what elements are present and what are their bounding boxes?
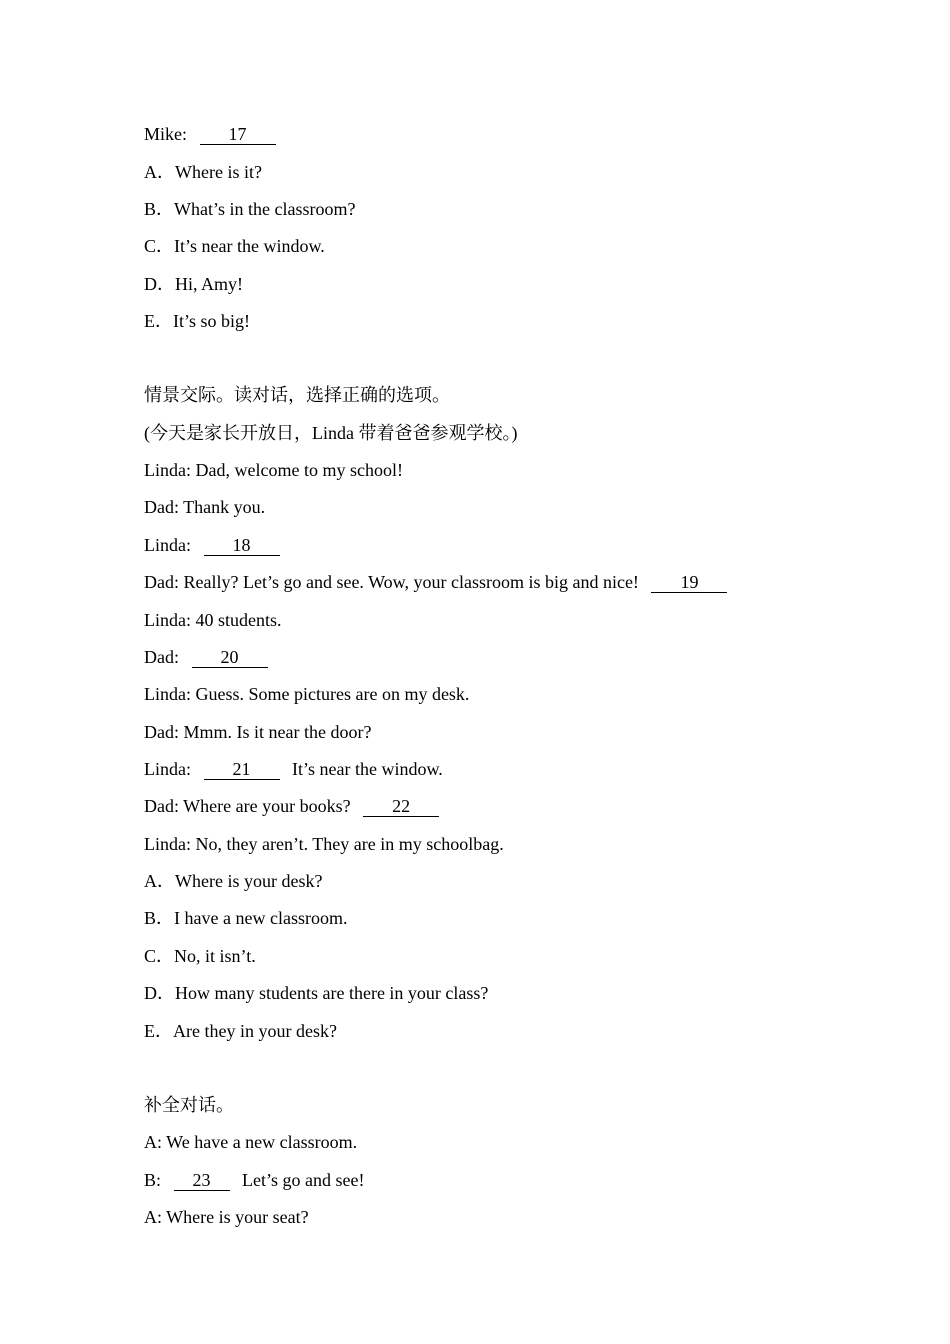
option-letter: A． [144,871,175,891]
dialogue-text: Dad: Where are your books? [144,796,351,816]
section-instruction: 情景交际。读对话，选择正确的选项。 [144,385,450,405]
option-text: No, it isn’t. [174,946,256,966]
dialogue-line: Linda: 40 students. [144,610,282,630]
option-text: Are they in your desk? [173,1021,337,1041]
option-a [144,160,262,184]
option-text: It’s so big! [173,311,251,331]
option-c [144,234,325,258]
option-b [144,197,355,221]
dialogue-text: It’s near the window. [292,759,443,779]
dialogue-line: Dad: Mmm. Is it near the door? [144,722,372,742]
section-instruction: 补全对话。 [144,1095,234,1115]
option-d [144,272,243,296]
answer-blank-19[interactable]: 19 [651,572,727,593]
dialogue-text: Dad: Really? Let’s go and see. Wow, your classroom is big and nice! [144,572,639,592]
answer-blank-18[interactable]: 18 [204,535,280,556]
answer-blank-20[interactable]: 20 [192,647,268,668]
mike-prompt-line [144,122,276,146]
dialogue-line [144,794,439,818]
option-e [144,309,250,333]
option-text: What’s in the classroom? [174,199,356,219]
option-letter: C． [144,236,175,256]
option-letter: D． [144,274,175,294]
speaker: Linda: [144,759,191,779]
answer-blank-17[interactable]: 17 [200,124,276,145]
section-context: (今天是家长开放日，Linda 带着爸爸参观学校。) [144,423,518,443]
option-letter: E． [144,1021,173,1041]
speaker: Dad: [144,647,179,667]
dialogue-line [144,1168,364,1192]
dialogue-line [144,570,727,594]
answer-blank-21[interactable]: 21 [204,759,280,780]
option-c [144,944,256,968]
option-letter: C． [144,946,175,966]
dialogue-line: Linda: Guess. Some pictures are on my desk. [144,684,470,704]
option-text: Where is it? [175,162,262,182]
option-text: Where is your desk? [175,871,323,891]
option-letter: A． [144,162,175,182]
speaker: Mike: [144,124,187,144]
dialogue-line [144,645,268,669]
dialogue-line [144,533,280,557]
speaker: B: [144,1170,162,1190]
option-b [144,906,347,930]
option-text: How many students are there in your class? [175,983,489,1003]
dialogue-line: A: Where is your seat? [144,1207,309,1227]
speaker: Linda: [144,535,191,555]
dialogue-line: Dad: Thank you. [144,497,266,517]
option-letter: B． [144,199,175,219]
dialogue-line: Linda: Dad, welcome to my school! [144,460,403,480]
option-letter: E． [144,311,173,331]
option-d [144,981,488,1005]
dialogue-line: Linda: No, they aren’t. They are in my schoolbag. [144,834,504,854]
dialogue-text: Let’s go and see! [242,1170,365,1190]
option-a [144,869,322,893]
answer-blank-22[interactable]: 22 [363,796,439,817]
option-letter: D． [144,983,175,1003]
option-text: It’s near the window. [174,236,325,256]
dialogue-line [144,757,443,781]
option-text: Hi, Amy! [175,274,244,294]
option-letter: B． [144,908,175,928]
answer-blank-23[interactable]: 23 [174,1170,230,1191]
option-text: I have a new classroom. [174,908,348,928]
option-e [144,1019,337,1043]
dialogue-line: A: We have a new classroom. [144,1132,358,1152]
